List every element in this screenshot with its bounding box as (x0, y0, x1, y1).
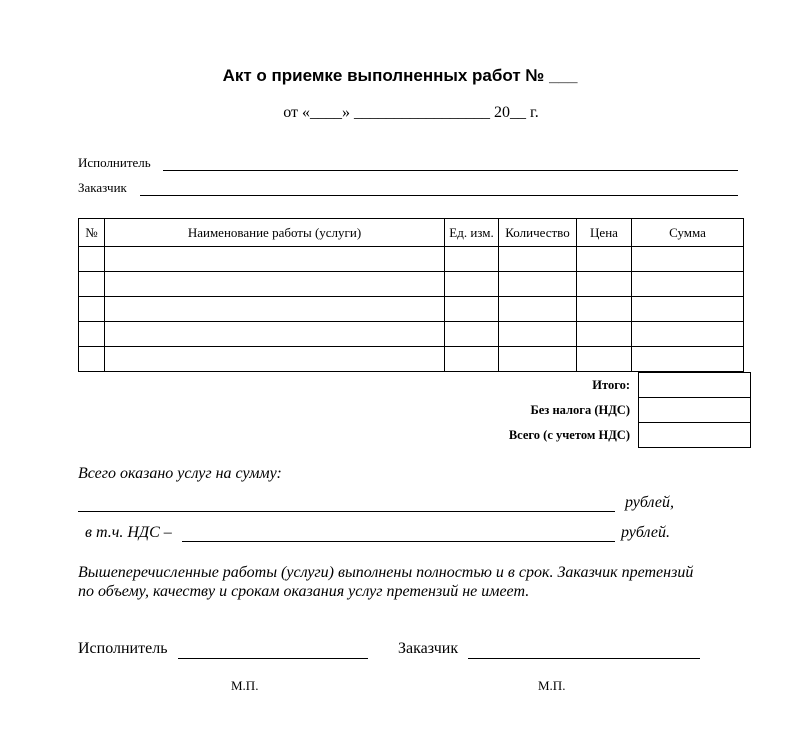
totals-row-subtotal (460, 373, 751, 398)
table-cell[interactable] (79, 322, 105, 347)
no-tax-value[interactable] (639, 398, 751, 423)
totals-row-no-tax (460, 398, 751, 423)
table-cell[interactable] (577, 272, 632, 297)
table-cell[interactable] (499, 322, 577, 347)
col-header-number: № (79, 219, 105, 247)
document-date-line: от «____» _________________ 20__ г. (283, 104, 539, 121)
vat-prefix: в т.ч. НДС – (85, 524, 172, 541)
col-header-unit: Ед. изм. (445, 219, 499, 247)
table-row (79, 347, 744, 372)
sum-label: Всего оказано услуг на сумму: (78, 465, 282, 482)
signature-executor-line[interactable] (178, 658, 368, 659)
table-cell[interactable] (105, 322, 445, 347)
table-row (79, 272, 744, 297)
customer-field-line[interactable] (140, 195, 738, 196)
table-cell[interactable] (632, 297, 744, 322)
table-row (79, 247, 744, 272)
table-cell[interactable] (445, 322, 499, 347)
table-cell[interactable] (79, 272, 105, 297)
col-header-sum: Сумма (632, 219, 744, 247)
table-cell[interactable] (105, 247, 445, 272)
total-with-tax-value[interactable] (639, 423, 751, 448)
table-cell[interactable] (499, 272, 577, 297)
stamp-left-label: М.П. (231, 678, 259, 693)
table-cell[interactable] (445, 247, 499, 272)
table-cell[interactable] (577, 247, 632, 272)
customer-label: Заказчик (78, 180, 127, 195)
signature-executor-label: Исполнитель (78, 640, 168, 657)
totals-table (460, 372, 751, 448)
table-cell[interactable] (105, 272, 445, 297)
table-cell[interactable] (499, 247, 577, 272)
rubles-label-2: рублей. (621, 524, 671, 541)
table-row (79, 322, 744, 347)
statement-line-2: по объему, качеству и срокам оказания услуг претензий не имеет. (78, 583, 530, 600)
table-cell[interactable] (577, 297, 632, 322)
table-cell[interactable] (445, 272, 499, 297)
col-header-quantity: Количество (499, 219, 577, 247)
signature-customer-label: Заказчик (398, 640, 459, 657)
table-header-row (79, 219, 744, 247)
col-header-price: Цена (577, 219, 632, 247)
rubles-label-1: рублей, (625, 494, 675, 511)
table-cell[interactable] (445, 297, 499, 322)
statement-line-1: Вышеперечисленные работы (услуги) выполнены полностью и в срок. Заказчик претензий (78, 564, 694, 581)
subtotal-value[interactable] (639, 373, 751, 398)
table-cell[interactable] (79, 247, 105, 272)
table-row (79, 297, 744, 322)
table-cell[interactable] (632, 347, 744, 372)
vat-amount-line[interactable] (182, 541, 615, 542)
table-cell[interactable] (499, 297, 577, 322)
no-tax-label: Без налога (НДС) (530, 402, 630, 417)
totals-row-total-with-tax (460, 423, 751, 448)
total-with-tax-label: Всего (с учетом НДС) (508, 427, 630, 442)
document-title: Акт о приемке выполненных работ № ___ (222, 66, 578, 85)
signature-customer-line[interactable] (468, 658, 700, 659)
table-cell[interactable] (632, 322, 744, 347)
table-cell[interactable] (632, 272, 744, 297)
table-cell[interactable] (577, 347, 632, 372)
table-cell[interactable] (577, 322, 632, 347)
table-cell[interactable] (499, 347, 577, 372)
stamp-right-label: М.П. (538, 678, 566, 693)
table-cell[interactable] (445, 347, 499, 372)
works-table (78, 218, 744, 372)
executor-label: Исполнитель (78, 155, 151, 170)
col-header-work-name: Наименование работы (услуги) (105, 219, 445, 247)
table-cell[interactable] (79, 297, 105, 322)
subtotal-label: Итого: (592, 377, 630, 392)
table-cell[interactable] (105, 347, 445, 372)
table-cell[interactable] (632, 247, 744, 272)
table-cell[interactable] (79, 347, 105, 372)
sum-words-line[interactable] (78, 511, 615, 512)
table-cell[interactable] (105, 297, 445, 322)
executor-field-line[interactable] (163, 170, 738, 171)
